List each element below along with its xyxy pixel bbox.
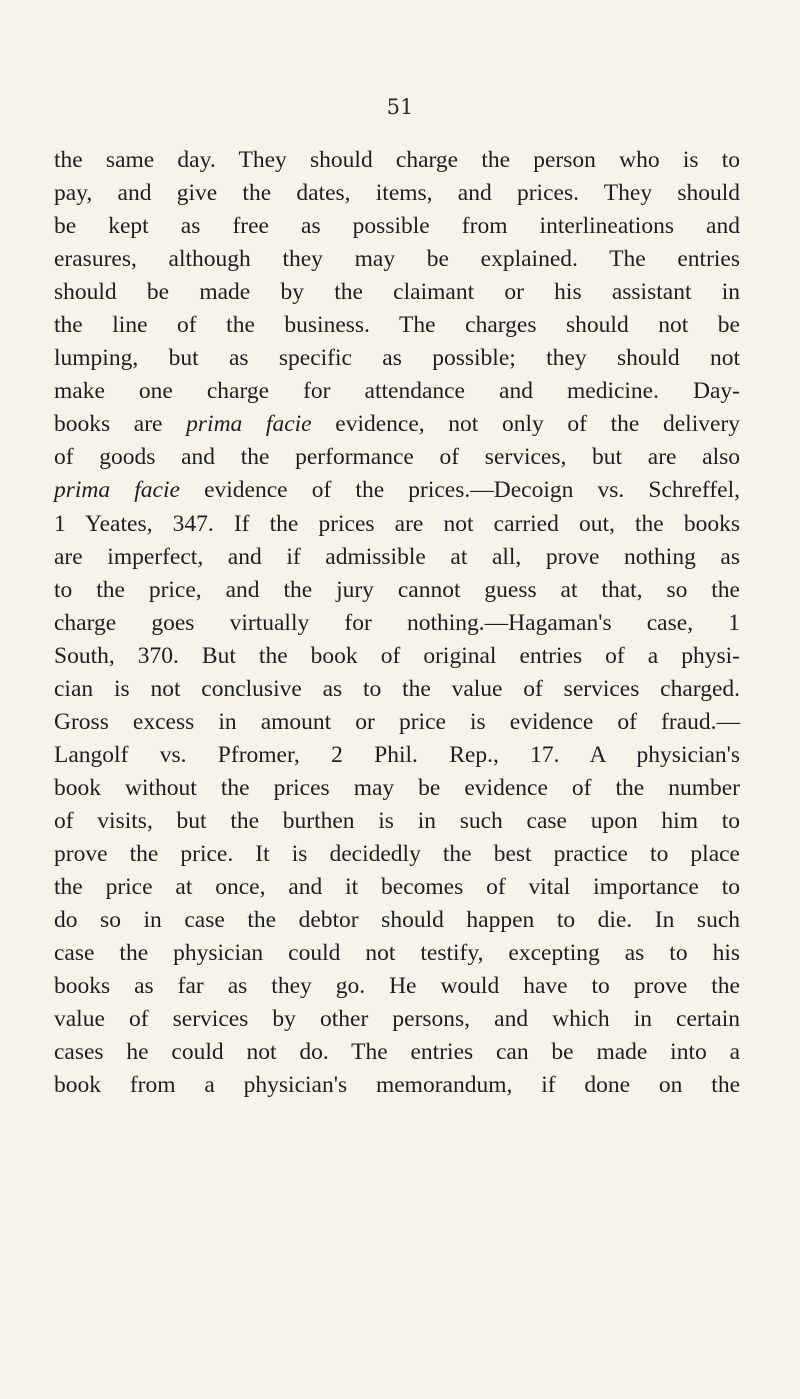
text-line: value of services by other persons, and which in certain (54, 1006, 740, 1033)
text-line: of goods and the performance of services, but are also (54, 444, 740, 471)
text-line: lumping, but as specific as possible; they should not (54, 345, 740, 372)
text-line: of visits, but the burthen is in such case upon him to (54, 807, 740, 834)
text-line: books are prima facie evidence, not only of the delivery (54, 411, 740, 438)
text-line: prove the price. It is decidedly the best practice to place (54, 840, 740, 867)
text-line: be kept as free as possible from interlineations and (54, 213, 740, 240)
text-line: South, 370. But the book of original entries of a physi- (54, 642, 740, 669)
text-line: charge goes virtually for nothing.—Hagaman's case, 1 (54, 609, 740, 636)
text-line: cian is not conclusive as to the value of services charged. (54, 675, 740, 702)
text-line: pay, and give the dates, items, and prices. They should (54, 180, 740, 207)
text-line: Langolf vs. Pfromer, 2 Phil. Rep., 17. A physician's (54, 741, 740, 768)
text-line: are imperfect, and if admissible at all, prove nothing as (54, 543, 740, 570)
text-line: do so in case the debtor should happen to die. In such (54, 907, 740, 934)
text-line: should be made by the claimant or his assistant in (54, 279, 740, 306)
italic-phrase: prima facie (186, 411, 312, 438)
text-line: book from a physician's memorandum, if done on the (54, 1072, 740, 1099)
text-line: the same day. They should charge the person who is to (54, 147, 740, 173)
text-line: books as far as they go. He would have to prove the (54, 973, 740, 1000)
text-line: prima facie evidence of the prices.—Decoign vs. Schreffel, (54, 477, 740, 504)
text-line: Gross excess in amount or price is evidence of fraud.— (54, 708, 740, 735)
text-line: 1 Yeates, 347. If the prices are not carried out, the books (54, 510, 740, 537)
body-text (54, 144, 740, 1102)
text-line: cases he could not do. The entries can be made into a (54, 1039, 740, 1066)
italic-phrase: prima facie (54, 477, 180, 504)
text-line: to the price, and the jury cannot guess at that, so the (54, 576, 740, 603)
text-line: book without the prices may be evidence of the number (54, 774, 740, 801)
page-number: 51 (386, 95, 414, 119)
text-line: erasures, although they may be explained. The entries (54, 246, 740, 273)
text-line: the price at once, and it becomes of vital importance to (54, 874, 740, 901)
text-line: make one charge for attendance and medicine. Day- (54, 378, 740, 405)
text-line: the line of the business. The charges should not be (54, 312, 740, 339)
text-line: case the physician could not testify, excepting as to his (54, 940, 740, 967)
